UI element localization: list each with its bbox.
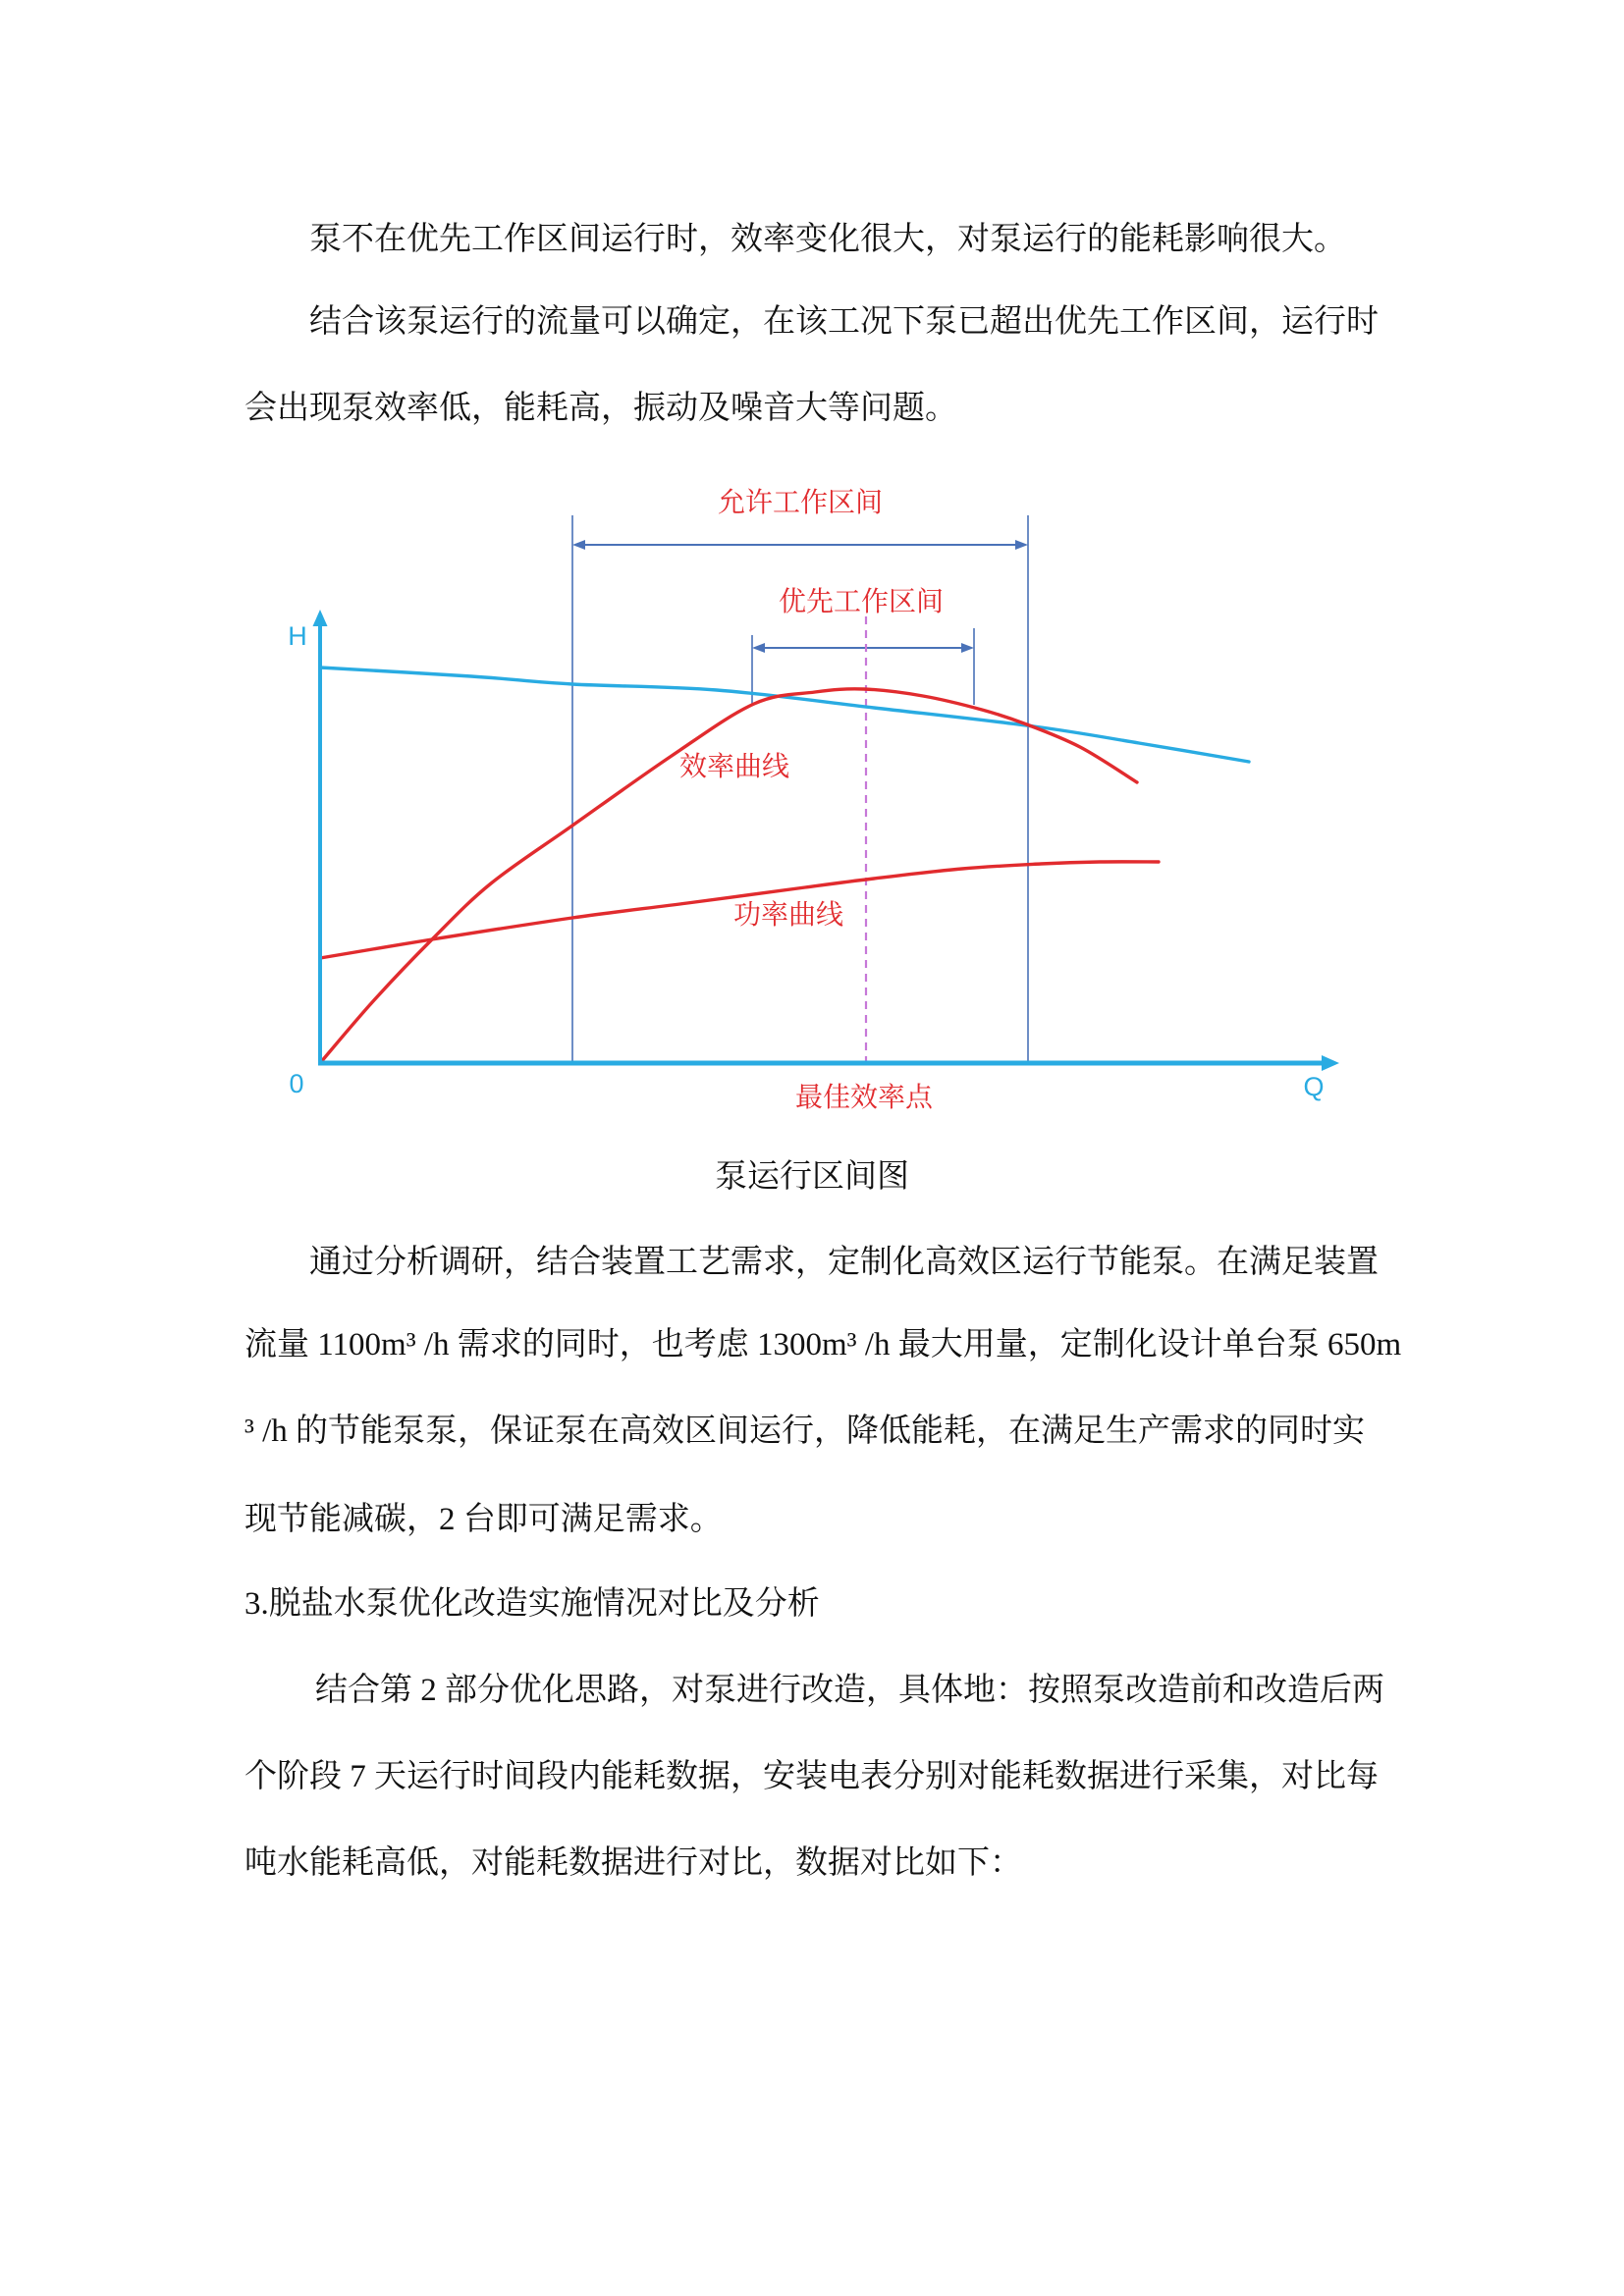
allowed-range-arrow-right-head	[1015, 540, 1028, 550]
origin-label: 0	[289, 1069, 304, 1098]
paragraph-line: 结合第 2 部分优化思路，对泵进行改造，具体地：按照泵改造前和改造后两	[315, 1673, 1384, 1708]
paragraph-line: 流量 1100m³ /h 需求的同时，也考虑 1300m³ /h 最大用量，定制化设计单台泵 650m	[244, 1327, 1402, 1362]
allowed-range-arrow-left-head	[572, 540, 585, 550]
paragraph-line: 会出现泵效率低，能耗高，振动及噪音大等问题。	[244, 391, 957, 426]
pump-operating-range-chart	[177, 471, 1404, 1119]
power-curve-label: 功率曲线	[732, 899, 844, 930]
y-axis-label: H	[288, 621, 307, 651]
preferred-range-arrow-right-head	[961, 643, 974, 653]
efficiency-curve-label: 效率曲线	[678, 751, 790, 781]
allowed-range-label: 允许工作区间	[717, 487, 884, 517]
head-curve	[320, 667, 1249, 762]
paragraph-line: 个阶段 7 天运行时间段内能耗数据，安装电表分别对能耗数据进行采集，对比每	[244, 1759, 1379, 1794]
figure-caption: 泵运行区间图	[715, 1159, 909, 1195]
x-axis-label: Q	[1303, 1072, 1325, 1101]
paragraph-line: 通过分析调研，结合装置工艺需求，定制化高效区运行节能泵。在满足装置	[309, 1245, 1379, 1280]
preferred-range-arrow-left-head	[752, 643, 765, 653]
paragraph-line: 吨水能耗高低，对能耗数据进行对比，数据对比如下：	[244, 1845, 1022, 1881]
best-efficiency-point-label: 最佳效率点	[794, 1082, 934, 1112]
y-axis-arrowhead	[313, 610, 328, 626]
paragraph-line: ³ /h 的节能泵泵，保证泵在高效区间运行，降低能耗，在满足生产需求的同时实	[244, 1414, 1366, 1449]
efficiency-curve	[320, 689, 1137, 1063]
paragraph-line: 现节能减碳，2 台即可满足需求。	[244, 1502, 723, 1537]
paragraph-line: 结合该泵运行的流量可以确定，在该工况下泵已超出优先工作区间，运行时	[309, 304, 1379, 340]
paragraph-line: 泵不在优先工作区间运行时，效率变化很大，对泵运行的能耗影响很大。	[309, 222, 1346, 257]
x-axis-arrowhead	[1322, 1055, 1339, 1071]
section-heading: 3.脱盐水泵优化改造实施情况对比及分析	[244, 1586, 820, 1622]
preferred-range-label: 优先工作区间	[778, 586, 945, 616]
